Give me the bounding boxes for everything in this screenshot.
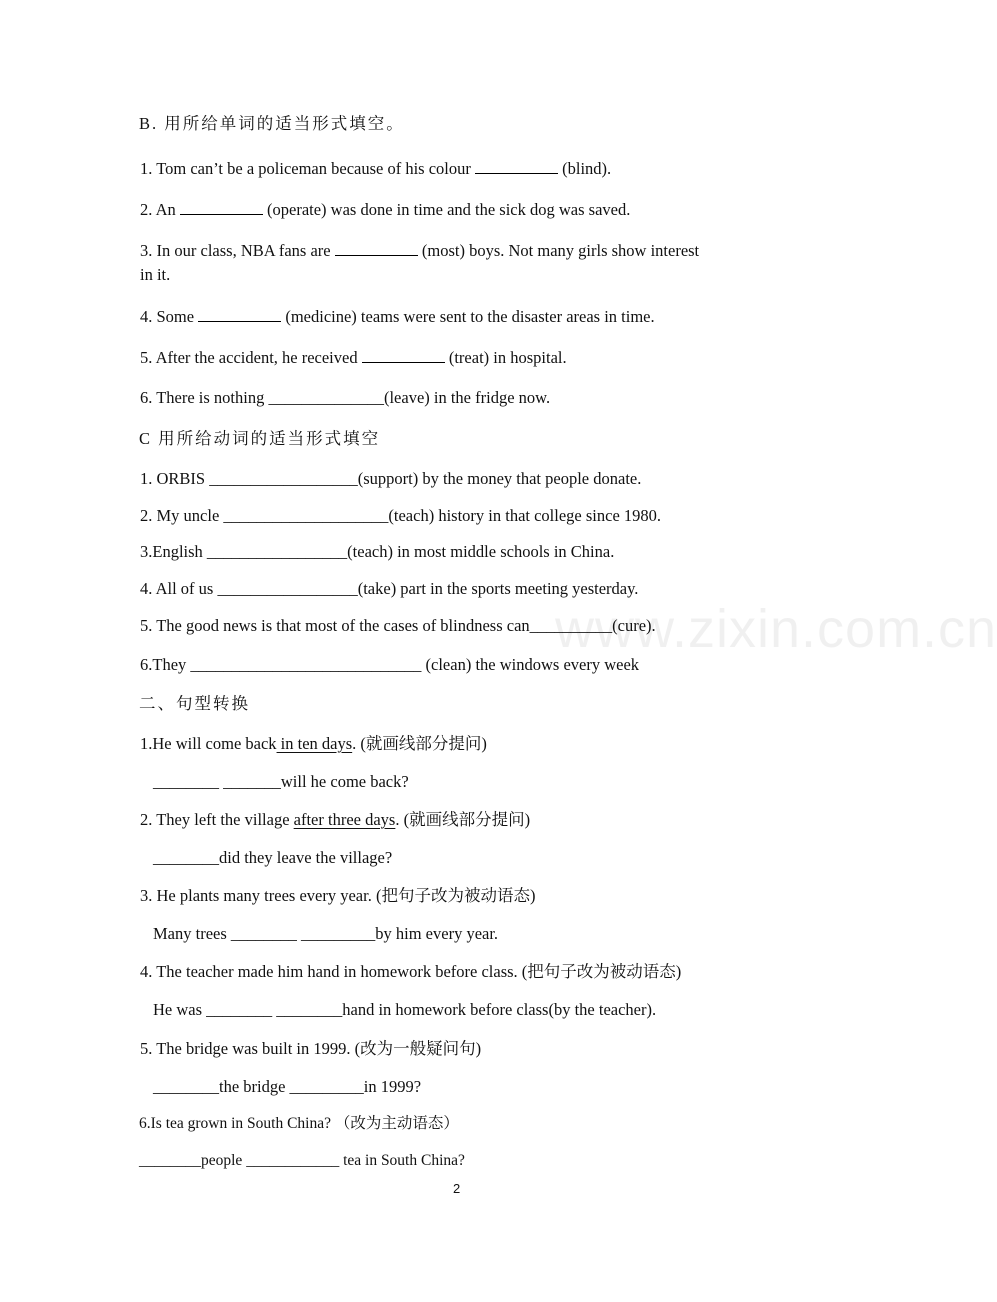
b-item-5-post: (treat) in hospital. — [444, 348, 567, 367]
b-item-4-pre: 4. Some — [140, 307, 199, 326]
b-item-4 — [140, 306, 655, 327]
watermark: www.zixin.com.cn — [555, 599, 997, 659]
q2-pre: 2. They left the village — [140, 810, 294, 829]
q2-post: . (就画线部分提问) — [395, 810, 531, 829]
b-item-3-pre: 3. In our class, NBA fans are — [140, 241, 335, 260]
b-item-1 — [140, 158, 611, 179]
q1-pre: 1.He will come back — [140, 734, 277, 753]
b-item-1-pre: 1. Tom can’t be a policeman because of his colour — [140, 159, 476, 178]
b-item-2-post: (operate) was done in time and the sick dog was saved. — [262, 200, 631, 219]
c-item-3: 3.English _________________(teach) in most middle schools in China. — [140, 542, 615, 561]
c-item-4: 4. All of us _________________(take) part in the sports meeting yesterday. — [140, 579, 639, 598]
b-item-3-blank — [335, 240, 418, 256]
c-item-2: 2. My uncle ____________________(teach) history in that college since 1980. — [140, 506, 662, 525]
page-number: 2 — [453, 1181, 461, 1196]
section-b-heading: B. 用所给单词的适当形式填空。 — [139, 114, 405, 133]
q1-post: . (就画线部分提问) — [352, 734, 487, 753]
q4: 4. The teacher made him hand in homework before class. (把句子改为被动语态) — [140, 962, 682, 981]
q3: 3. He plants many trees every year. (把句子改为被动语态) — [140, 886, 536, 905]
q4-answer: He was ________ ________hand in homework before class(by the teacher). — [153, 1000, 657, 1019]
b-item-3 — [140, 240, 699, 261]
q1-answer: ________ _______will he come back? — [153, 772, 409, 791]
q6: 6.Is tea grown in South China? （改为主动语态） — [139, 1115, 459, 1132]
q1 — [140, 734, 487, 754]
q5-answer: ________the bridge _________in 1999? — [153, 1077, 422, 1096]
b-item-4-blank — [198, 306, 281, 322]
q6-answer: ________people ____________ tea in South China? — [139, 1152, 465, 1169]
q2-answer: ________did they leave the village? — [153, 848, 393, 867]
b-item-2-pre: 2. An — [140, 200, 180, 219]
b-item-5 — [140, 347, 567, 368]
b-item-5-pre: 5. After the accident, he received — [140, 348, 362, 367]
b-item-4-post: (medicine) teams were sent to the disaster areas in time. — [281, 307, 655, 326]
b-item-1-blank — [475, 158, 558, 174]
b-item-3-cont: in it. — [140, 265, 171, 284]
c-item-6: 6.They ____________________________ (clean) the windows every week — [140, 655, 640, 674]
b-item-5-blank — [362, 347, 445, 363]
c-item-5: 5. The good news is that most of the cases of blindness can__________(cure). — [140, 616, 656, 635]
b-item-6: 6. There is nothing ______________(leave) in the fridge now. — [140, 388, 551, 407]
section-2-heading: 二、句型转换 — [139, 694, 250, 713]
b-item-3-post: (most) boys. Not many girls show interest — [417, 241, 700, 260]
b-item-2-blank — [180, 199, 263, 215]
c-item-1: 1. ORBIS __________________(support) by the money that people donate. — [140, 469, 642, 488]
q3-answer: Many trees ________ _________by him every year. — [153, 924, 499, 943]
b-item-2 — [140, 199, 630, 220]
section-c-heading: C 用所给动词的适当形式填空 — [139, 429, 381, 448]
q2 — [140, 810, 530, 830]
q2-underlined: after three days — [293, 810, 396, 829]
b-item-1-post: (blind). — [558, 159, 612, 178]
q5: 5. The bridge was built in 1999. (改为一般疑问句) — [140, 1039, 482, 1058]
q1-underlined: in ten days — [276, 734, 353, 753]
